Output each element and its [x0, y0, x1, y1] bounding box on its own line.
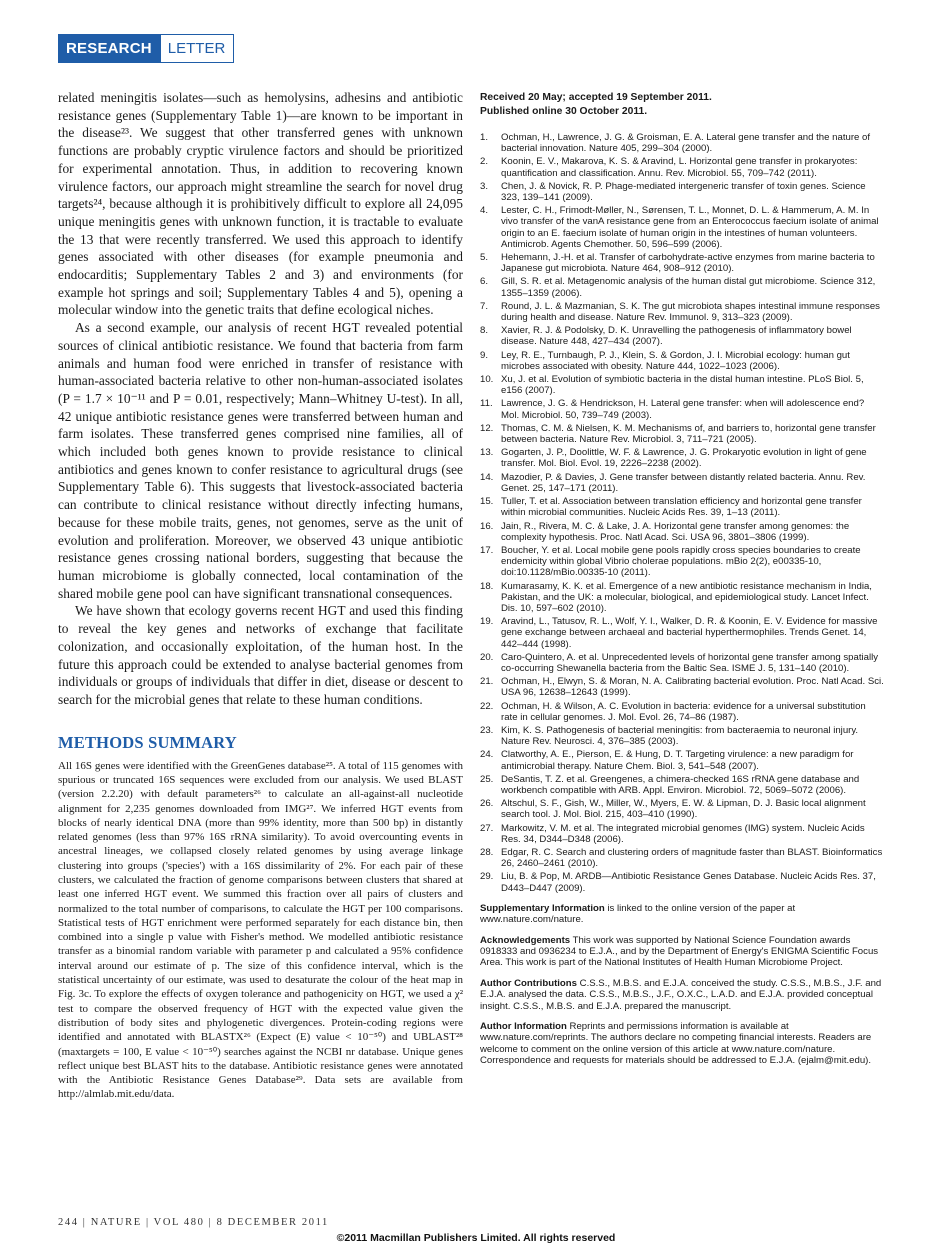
reference-number: 14.	[480, 471, 494, 483]
body-paragraph-1: related meningitis isolates—such as hemolysins, adhesins and antibiotic resistance genes (Supplementary Table 1)—are known to be important in the disease²³. We suggest that other transferred genes with unknown functions are probably cryptic virulence factors and should be prioritized for experimental annotation. Thus, in addition to recovering known virulence factors, our approach might streamline the search for novel drug targets²⁴, because although it is prohibitively difficult to explore all 24,095 unique meningitis genes with unknown function, it is tractable to evaluate the 13 that were recently transferred. We used this approach to identify genes associated with other diseases (for example pneumonia and endocarditis; Supplementary Tables 2 and 3) and environments (for example hot springs and soil; Supplementary Tables 4 and 5), opening a molecular window into the genetic traits that define ecological niches.	[58, 90, 463, 318]
reference-item	[480, 301, 884, 323]
reference-text: Jain, R., Rivera, M. C. & Lake, J. A. Horizontal gene transfer among genomes: the complexity hypothesis. Proc. Natl Acad. Sci. USA 96, 3801–3806 (1999).	[501, 520, 850, 543]
reference-number: 13.	[480, 447, 494, 459]
reference-number: 22.	[480, 700, 494, 712]
reference-text: Ochman, H., Elwyn, S. & Moran, N. A. Calibrating bacterial evolution. Proc. Natl Acad. Sci. USA 96, 12638–12643 (1999).	[501, 676, 884, 699]
reference-text: Clatworthy, A. E., Pierson, E. & Hung, D. T. Targeting virulence: a new paradigm for antimicrobial therapy. Nature Chem. Biol. 3, 541–548 (2007).	[501, 749, 854, 772]
reference-number: 28.	[480, 846, 494, 858]
reference-item	[480, 676, 884, 698]
reference-number: 7.	[480, 300, 489, 312]
reference-text: Altschul, S. F., Gish, W., Miller, W., Myers, E. W. & Lipman, D. J. Basic local alignment search tool. J. Mol. Biol. 215, 403–410 (1990).	[501, 798, 866, 821]
reference-text: Chen, J. & Novick, R. P. Phage-mediated intergeneric transfer of toxin genes. Science 323, 139–141 (2009).	[501, 180, 866, 204]
left-column	[58, 89, 463, 1102]
acknowledgements-text: This work was supported by National Science Foundation awards 0918333 and 0936234 to E.J.A., and by the Department of Energy's ENIGMA Scientific Focus Area. This work is part of the National Institutes of Health Human Microbiome Project.	[480, 934, 879, 969]
reference-text: Xu, J. et al. Evolution of symbiotic bacteria in the distal human intestine. PLoS Biol. 5, e156 (2007).	[501, 374, 864, 397]
supplementary-info-text: is linked to the online version of the paper at www.nature.com/nature.	[480, 902, 796, 926]
reference-item	[480, 798, 884, 820]
reference-item	[480, 823, 884, 845]
reference-number: 24.	[480, 749, 494, 761]
reference-item	[480, 156, 884, 178]
reference-number: 20.	[480, 651, 494, 663]
reference-item	[480, 545, 884, 579]
right-column	[480, 91, 884, 1076]
reference-number: 29.	[480, 871, 494, 883]
author-contributions-text: C.S.S., M.B.S. and E.J.A. conceived the study. C.S.S., M.B.S., J.F. and E.J.A. analysed the data. C.S.S., M.B.S., J.F., O.X.C., L.A.D. and E.J.A. provided conceptual insight. C.S.S., M.B.S. and E.J.A. prepared the manuscript.	[480, 977, 882, 1012]
reference-item	[480, 181, 884, 203]
reference-number: 6.	[480, 276, 489, 288]
reference-item	[480, 701, 884, 723]
page-footer: 244 | NATURE | VOL 480 | 8 DECEMBER 2011	[58, 1217, 329, 1228]
reference-item	[480, 252, 884, 274]
reference-text: Round, J. L. & Mazmanian, S. K. The gut microbiota shapes intestinal immune responses during health and disease. Nature Rev. Immunol. 9, 313–323 (2009).	[501, 300, 880, 324]
author-information-text: Reprints and permissions information is available at www.nature.com/reprints. The authors declare no competing financial interests. Readers are welcome to comment on the online version of this article at www.nature.com/nature. Correspondence and requests for materials should be addressed to E.J.A. (ejalm@mit.edu).	[480, 1021, 872, 1067]
reference-item	[480, 871, 884, 893]
reference-number: 23.	[480, 724, 494, 736]
reference-item	[480, 205, 884, 250]
reference-number: 2.	[480, 156, 489, 168]
reference-text: DeSantis, T. Z. et al. Greengenes, a chimera-checked 16S rRNA gene database and workbench compatible with ARB. Appl. Environ. Microbiol. 72, 5069–5072 (2006).	[501, 773, 860, 796]
reference-item	[480, 749, 884, 771]
methods-summary	[58, 759, 463, 1102]
article-info	[480, 903, 884, 1067]
reference-number: 17.	[480, 544, 494, 556]
reference-item	[480, 472, 884, 494]
acknowledgements-label: Acknowledgements	[480, 934, 571, 946]
reference-item	[480, 616, 884, 650]
reference-number: 26.	[480, 798, 494, 810]
reference-item	[480, 325, 884, 347]
reference-item	[480, 350, 884, 372]
supplementary-info-label: Supplementary Information	[480, 902, 605, 914]
reference-text: Hehemann, J.-H. et al. Transfer of carbohydrate-active enzymes from marine bacteria to Japanese gut microbiota. Nature 464, 908–912 (2010).	[501, 252, 875, 275]
reference-number: 12.	[480, 422, 494, 434]
reference-text: Aravind, L., Tatusov, R. L., Wolf, Y. I., Walker, D. R. & Koonin, E. V. Evidence for massive gene exchange between archaeal and bacterial hyperthermophiles. Trends Genet. 14, 442–444 (1998).	[501, 616, 878, 650]
author-contributions-label: Author Contributions	[480, 977, 577, 989]
reference-number: 21.	[480, 676, 494, 688]
acknowledgements	[480, 935, 884, 969]
reference-number: 1.	[480, 132, 489, 143]
reference-text: Gogarten, J. P., Doolittle, W. F. & Lawrence, J. G. Prokaryotic evolution in light of gene transfer. Mol. Biol. Evol. 19, 2226–2238 (2002).	[501, 447, 867, 470]
reference-text: Kumarasamy, K. K. et al. Emergence of a new antibiotic resistance mechanism in India, Pakistan, and the UK: a molecular, biological, and epidemiological study. Lancet Infect. Dis. 10, 597–602 (2010).	[501, 580, 872, 614]
reference-number: 16.	[480, 520, 494, 532]
reference-text: Mazodier, P. & Davies, J. Gene transfer between distantly related bacteria. Annu. Rev. Genet. 25, 147–171 (2011).	[501, 471, 866, 494]
reference-item	[480, 652, 884, 674]
supplementary-info	[480, 903, 884, 926]
reference-number: 5.	[480, 252, 489, 264]
article-type-label: LETTER	[160, 34, 235, 63]
reference-text: Ley, R. E., Turnbaugh, P. J., Klein, S. & Gordon, J. I. Microbial ecology: human gut microbes associated with obesity. Nature 444, 1022–1023 (2006).	[501, 349, 850, 372]
reference-item	[480, 847, 884, 869]
reference-item	[480, 374, 884, 396]
methods-summary-text: All 16S genes were identified with the GreenGenes database²⁵. A total of 115 genomes with spurious or truncated 16S sequences were excluded from our analysis. We used BLAST (version 2.2.20) with default parameters²⁶ to calculate an all-against-all nucleotide alignment for 2,235 genomes downloaded from IMG²⁷. We inferred HGT events from blocks of nearly identical DNA (more than 99% identity, more than 500 bp) in distantly related genomes (less than 97% 16S rRNA similarity). To avoid overcounting events in ancestral lineages, we collapsed closely related genomes by using average linkage clustering into groups ('species') with a 16S dissimilarity of 2%. For each pair of these clusters, we calculated the fraction of genome comparisons between clusters that shared at least one inferred HGT event. We summed this fraction over all pairs of clusters and normalized to the total number of comparisons, to calculate the HGT per 100 comparisons. Statistical tests of HGT enrichment were performed separately for each distance bin, then combined into a single p value with Fisher's method. We modelled antibiotic resistance transfer as a binomial random variable with parameter p and calculated a 95% confidence interval around our estimate of p. The size of this confidence interval, which is the statistical uncertainty of our estimate, was used to desaturate the colour of the heat map in Fig. 3c. To explore the effects of oxygen tolerance and pathogenicity on HGT, we used a χ² test to compare the observed frequency of HGT with the expected value given the distribution of body sites and phylogenetic divergences. Protein-coding regions were identified and annotated with BLASTX²⁶ (Expect (E) value < 10⁻⁵⁰) and UBLAST²⁸ (maxtargets = 100, E value < 10⁻⁵⁰) searches against the NCBI nr database. Unique genes reflect unique best BLAST hits to the database. Antibiotic resistance genes were annotated with the Antibiotic Resistance Genes Database²⁹. Data sets are available from http://almlab.mit.edu/data.	[58, 759, 463, 1101]
reference-number: 15.	[480, 496, 494, 508]
methods-summary-heading: METHODS SUMMARY	[58, 732, 237, 752]
reference-number: 11.	[480, 398, 493, 410]
reference-number: 25.	[480, 773, 494, 785]
reference-item	[480, 581, 884, 615]
reference-number: 4.	[480, 205, 489, 217]
reference-text: Ochman, H., Lawrence, J. G. & Groisman, E. A. Lateral gene transfer and the nature of bacterial innovation. Nature 405, 299–304 (2000).	[501, 132, 871, 155]
reference-list	[480, 132, 884, 894]
reference-number: 19.	[480, 616, 494, 628]
reference-item	[480, 521, 884, 543]
reference-item	[480, 447, 884, 469]
copyright-notice: ©2011 Macmillan Publishers Limited. All rights reserved	[336, 1232, 616, 1244]
reference-text: Caro-Quintero, A. et al. Unprecedented levels of horizontal gene transfer among spatially co-occurring Shewanella bacteria from the Baltic Sea. ISME J. 5, 131–140 (2010).	[501, 651, 879, 674]
reference-number: 9.	[480, 349, 489, 361]
received-date: Received 20 May; accepted 19 September 2011.	[480, 92, 712, 103]
author-information	[480, 1021, 884, 1067]
reference-text: Koonin, E. V., Makarova, K. S. & Aravind, L. Horizontal gene transfer in prokaryotes: quantification and classification. Annu. Rev. Microbiol. 55, 709–742 (2011).	[501, 156, 858, 179]
body-paragraph-3: We have shown that ecology governs recent HGT and used this finding to reveal the key genes and networks of exchange that facilitate colonization, and occasionally exploitation, of the human host. In the future this approach could be extended to analyse bacterial genomes from individuals or groups of individuals that differ in diet, disease or descent to search for the microbial genes that relate to these human conditions.	[58, 603, 463, 707]
reference-text: Lester, C. H., Frimodt-Møller, N., Sørensen, T. L., Monnet, D. L. & Hammerum, A. M. In vivo transfer of the vanA resistance gene from an Enterococcus faecium isolate of animal origin to an E. faecium isolate of human origin in the intestines of human volunteers. Antimicrob. Agents Chemother. 50, 596–599 (2006).	[501, 205, 879, 250]
reference-text: Markowitz, V. M. et al. The integrated microbial genomes (IMG) system. Nucleic Acids Res. 34, D344–D348 (2006).	[501, 822, 865, 845]
reference-number: 8.	[480, 325, 489, 337]
reference-text: Ochman, H. & Wilson, A. C. Evolution in bacteria: evidence for a universal substitution rate in cellular genomes. J. Mol. Evol. 26, 74–86 (1987).	[501, 700, 866, 723]
reference-text: Kim, K. S. Pathogenesis of bacterial meningitis: from bacteraemia to neuronal injury. Nature Rev. Neurosci. 4, 376–385 (2003).	[501, 724, 859, 748]
reference-text: Edgar, R. C. Search and clustering orders of magnitude faster than BLAST. Bioinformatics 26, 2460–2461 (2010).	[501, 846, 883, 870]
published-date: Published online 30 October 2011.	[480, 106, 648, 117]
reference-text: Thomas, C. M. & Nielsen, K. M. Mechanisms of, and barriers to, horizontal gene transfer between bacteria. Nature Rev. Microbiol. 3, 711–721 (2005).	[501, 422, 876, 446]
reference-text: Lawrence, J. G. & Hendrickson, H. Lateral gene transfer: when will adolescence end? Mol. Microbiol. 50, 739–749 (2003).	[501, 398, 865, 421]
reference-item	[480, 276, 884, 298]
section-label: RESEARCH	[58, 34, 160, 63]
section-header	[58, 34, 234, 63]
reference-number: 18.	[480, 580, 494, 592]
reference-text: Tuller, T. et al. Association between translation efficiency and horizontal gene transfer within microbial communities. Nucleic Acids Res. 39, 1–13 (2011).	[501, 496, 862, 519]
reference-item	[480, 423, 884, 445]
reference-text: Xavier, R. J. & Podolsky, D. K. Unravelling the pathogenesis of inflammatory bowel disease. Nature 448, 427–434 (2007).	[501, 325, 852, 348]
body-paragraph-2: As a second example, our analysis of recent HGT revealed potential sources of clinical antibiotic resistance. We found that bacteria from farm animals and human food were enriched in transfer of resistance with human-associated bacteria relative to other non-human-associated isolates (P = 1.7 × 10⁻¹¹ and P = 0.01, respectively; Mann–Whitney U-test). In all, 42 unique antibiotic resistance genes were transferred between human and farm isolates. These transferred genes comprised nine families, all of which included both genes known to provide resistance to clinical antibiotics and genes known to confer resistance to agricultural drugs (see Supplementary Table 6). This suggests that livestock-associated bacteria can contribute to clinical resistance without directly infecting humans, because for these mobile traits, genes, not genomes, serve as the unit of evolution and proliferation. Moreover, we observed 43 unique antibiotic resistance genes crossing national borders, suggesting that because the human microbiome is globally connected, local contamination of the shared mobile gene pool can have significant transnational consequences.	[58, 320, 463, 601]
main-text	[58, 89, 463, 709]
reference-item	[480, 398, 884, 420]
reference-text: Liu, B. & Pop, M. ARDB—Antibiotic Resistance Genes Database. Nucleic Acids Res. 37, D443–D447 (2009).	[501, 871, 876, 894]
reference-item	[480, 774, 884, 796]
reference-number: 3.	[480, 180, 489, 192]
reference-item	[480, 132, 884, 154]
reference-item	[480, 725, 884, 747]
reference-number: 27.	[480, 822, 494, 834]
reference-number: 10.	[480, 374, 494, 386]
author-contributions	[480, 978, 884, 1012]
reference-item	[480, 496, 884, 518]
author-information-label: Author Information	[480, 1021, 567, 1033]
reference-text: Boucher, Y. et al. Local mobile gene pools rapidly cross species boundaries to create endemicity within global Vibrio cholerae populations. mBio 2(2), e00335-10, doi:10.1128/mBio.00335-10 (2011).	[501, 544, 861, 579]
reference-text: Gill, S. R. et al. Metagenomic analysis of the human distal gut microbiome. Science 312, 1355–1359 (2006).	[501, 276, 876, 299]
